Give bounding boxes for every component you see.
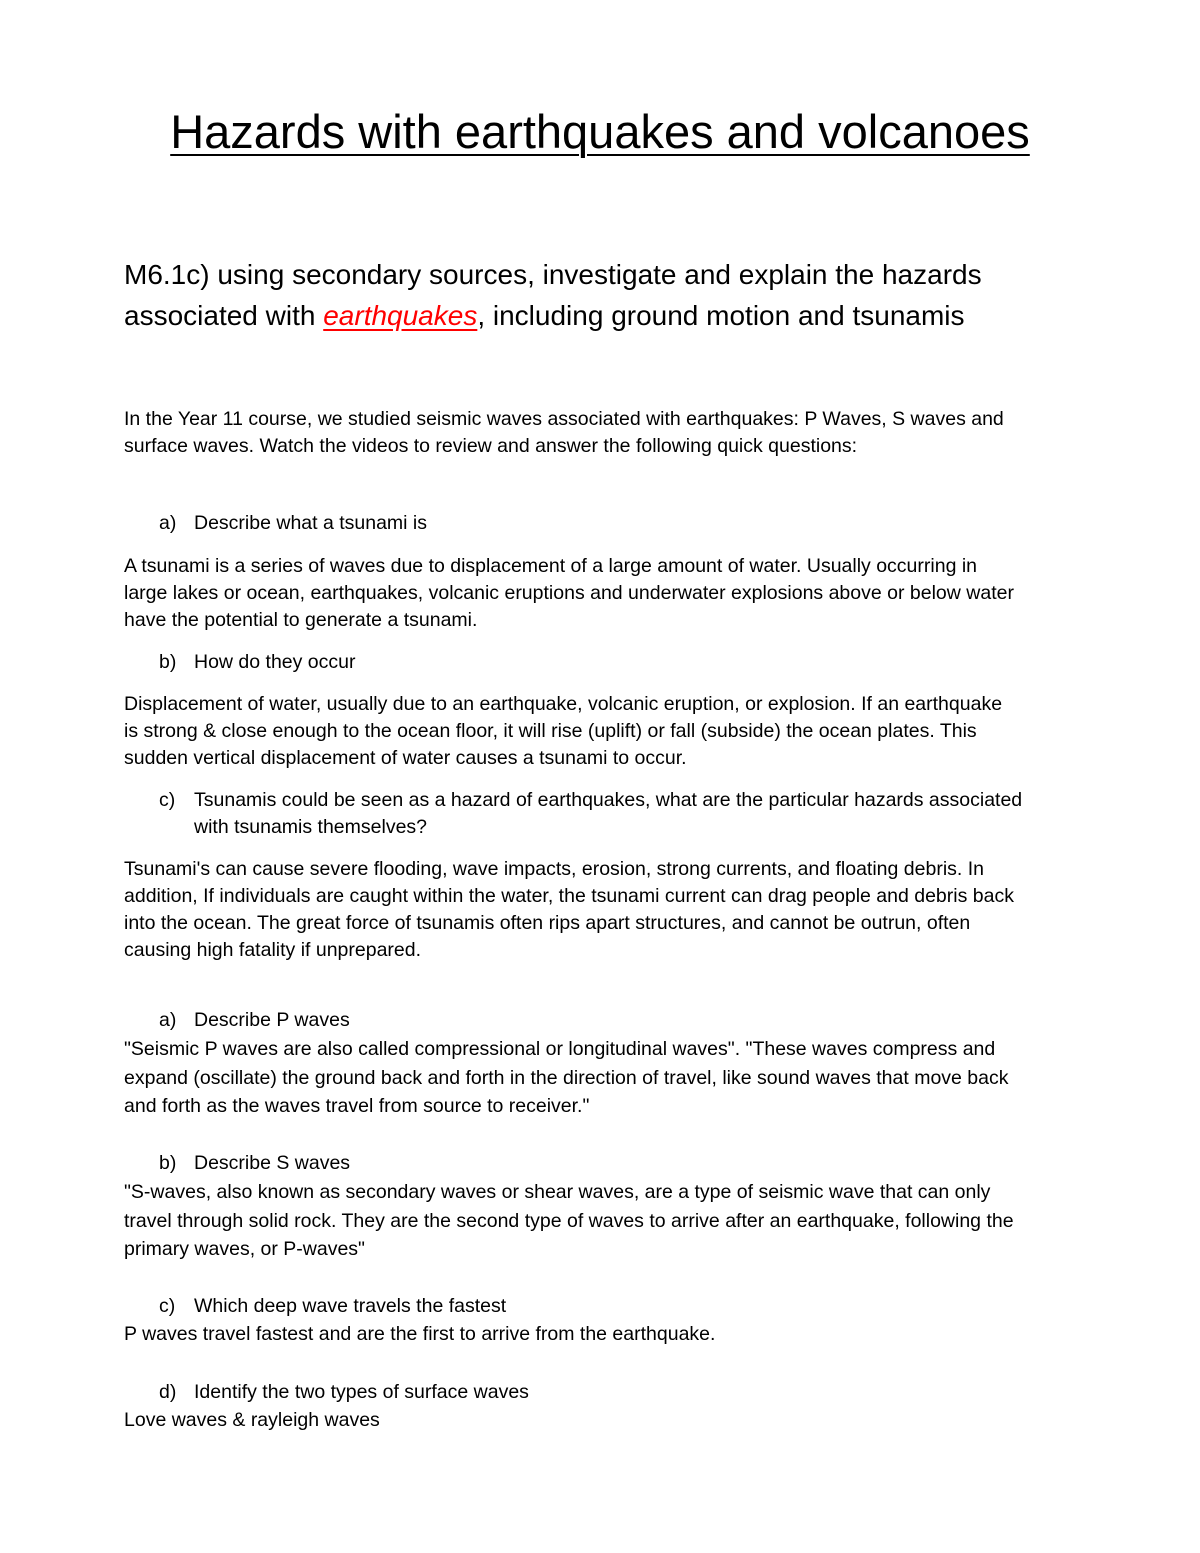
answer-line: addition, If individuals are caught within the water, the tsunami current can drag people and debris back (124, 885, 1014, 907)
answer-line: P waves travel fastest and are the first to arrive from the earthquake. (124, 1323, 716, 1345)
question-text: Describe S waves (194, 1152, 351, 1174)
question-text: Identify the two types of surface waves (194, 1381, 529, 1403)
outcome-line-2-before: associated with (124, 300, 324, 331)
earthquakes-highlight: earthquakes (323, 300, 478, 331)
answer-line: large lakes or ocean, earthquakes, volcanic eruptions and underwater explosions above or below water (124, 582, 1014, 604)
answer-line: expand (oscillate) the ground back and forth in the direction of travel, like sound waves that move back (124, 1067, 1009, 1089)
answer-line: "S-waves, also known as secondary waves or shear waves, are a type of seismic wave that can only (124, 1181, 991, 1203)
answer-line: travel through solid rock. They are the second type of waves to arrive after an earthquake, following the (124, 1210, 1014, 1232)
question-letter: c) (159, 1295, 176, 1317)
answer-line: Love waves & rayleigh waves (124, 1409, 380, 1431)
intro-line: surface waves. Watch the videos to review and answer the following quick questions: (124, 435, 858, 457)
outcome-line-1: M6.1c) using secondary sources, investigate and explain the hazards (124, 259, 982, 290)
answer-line: "Seismic P waves are also called compressional or longitudinal waves". "These waves compress and (124, 1038, 996, 1060)
question-letter: c) (159, 789, 176, 811)
answer-line: sudden vertical displacement of water causes a tsunami to occur. (124, 747, 687, 769)
answer-line: primary waves, or P-waves" (124, 1238, 365, 1260)
question-text: How do they occur (194, 651, 356, 673)
answer-line: have the potential to generate a tsunami. (124, 609, 478, 631)
answer-line: A tsunami is a series of waves due to displacement of a large amount of water. Usually occurring in (124, 555, 978, 577)
question-text: Describe what a tsunami is (194, 512, 428, 534)
answer-line: is strong & close enough to the ocean floor, it will rise (uplift) or fall (subside) the ocean plates. This (124, 720, 977, 742)
question-text: Describe P waves (194, 1009, 350, 1031)
answer-line: Tsunami's can cause severe flooding, wave impacts, erosion, strong currents, and floating debris. In (124, 858, 984, 880)
question-letter: a) (159, 512, 177, 534)
outcome-line-2-after: , including ground motion and tsunamis (477, 300, 965, 331)
question-text: Which deep wave travels the fastest (194, 1295, 507, 1317)
answer-line: into the ocean. The great force of tsunamis often rips apart structures, and cannot be outrun, often (124, 912, 971, 934)
question-letter: a) (159, 1009, 177, 1031)
answer-line: Displacement of water, usually due to an earthquake, volcanic eruption, or explosion. If an earthquake (124, 693, 1003, 715)
question-letter: d) (159, 1381, 177, 1403)
page-title: Hazards with earthquakes and volcanoes (170, 105, 1030, 158)
question-letter: b) (159, 651, 177, 673)
intro-line: In the Year 11 course, we studied seismic waves associated with earthquakes: P Waves, S waves and (124, 408, 1004, 430)
answer-line: and forth as the waves travel from source to receiver." (124, 1095, 590, 1117)
question-text: Tsunamis could be seen as a hazard of earthquakes, what are the particular hazards associated (194, 789, 1023, 811)
outcome-line-2 (124, 295, 965, 337)
answer-line: causing high fatality if unprepared. (124, 939, 422, 961)
question-text: with tsunamis themselves? (194, 816, 428, 838)
question-letter: b) (159, 1152, 177, 1174)
